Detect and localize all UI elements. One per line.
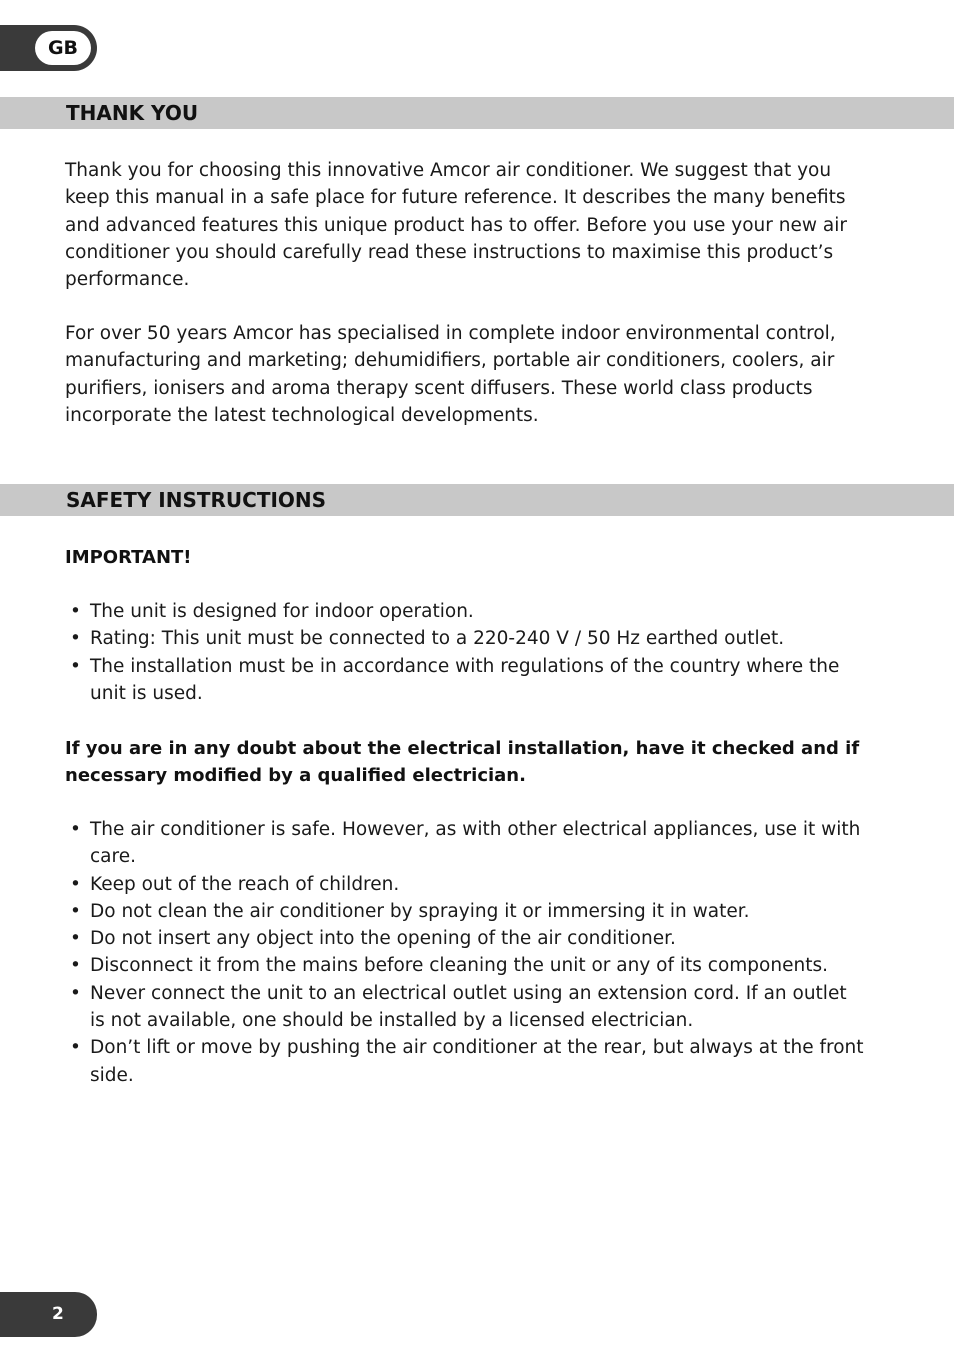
safety-instructions-title: SAFETY INSTRUCTIONS	[66, 488, 327, 512]
safety-bullet-list-1	[65, 598, 865, 707]
electrical-warning: If you are in any doubt about the electrical installation, have it checked and if necessary modified by a qualified electrician.	[65, 738, 860, 787]
list-item: • Don’t lift or move by pushing the air conditioner at the rear, but always at the front side.	[65, 1034, 865, 1089]
thank-you-header	[0, 97, 954, 129]
safety-bullet-list-2	[65, 816, 865, 1089]
list-item: • Never connect the unit to an electrical outlet using an extension cord. If an outlet is not available, one should be installed by a licensed electrician.	[65, 980, 865, 1035]
list-item: • Rating: This unit must be connected to a 220-240 V / 50 Hz earthed outlet.	[65, 625, 865, 652]
list-item: • Do not insert any object into the opening of the air conditioner.	[65, 925, 865, 952]
page-number: 2	[52, 1304, 64, 1324]
language-badge: GB	[35, 31, 91, 65]
list-item: • The installation must be in accordance with regulations of the country where the unit is used.	[65, 653, 865, 708]
important-label: IMPORTANT!	[65, 547, 192, 568]
thank-you-title: THANK YOU	[66, 101, 199, 125]
page-number-tab	[0, 1292, 97, 1337]
list-item: • The air conditioner is safe. However, as with other electrical appliances, use it with care.	[65, 816, 865, 871]
safety-instructions-header	[0, 484, 954, 516]
thank-you-paragraph-2: For over 50 years Amcor has specialised in complete indoor environmental control, manufacturing and marketing; dehumidifiers, portable air conditioners, coolers, air purifiers, ionisers and aroma therapy scent diffusers. These world class products incorporate the latest technological developments.	[65, 323, 836, 426]
language-tab	[0, 25, 97, 71]
list-item: • Keep out of the reach of children.	[65, 871, 865, 898]
list-item: • Do not clean the air conditioner by spraying it or immersing it in water.	[65, 898, 865, 925]
list-item: • The unit is designed for indoor operation.	[65, 598, 865, 625]
list-item: • Disconnect it from the mains before cleaning the unit or any of its components.	[65, 952, 865, 979]
thank-you-paragraph-1: Thank you for choosing this innovative Amcor air conditioner. We suggest that you keep this manual in a safe place for future reference. It describes the many benefits and advanced features this unique product has to offer. Before you use your new air conditioner you should carefully read these instructions to maximise this product’s performance.	[65, 160, 847, 291]
